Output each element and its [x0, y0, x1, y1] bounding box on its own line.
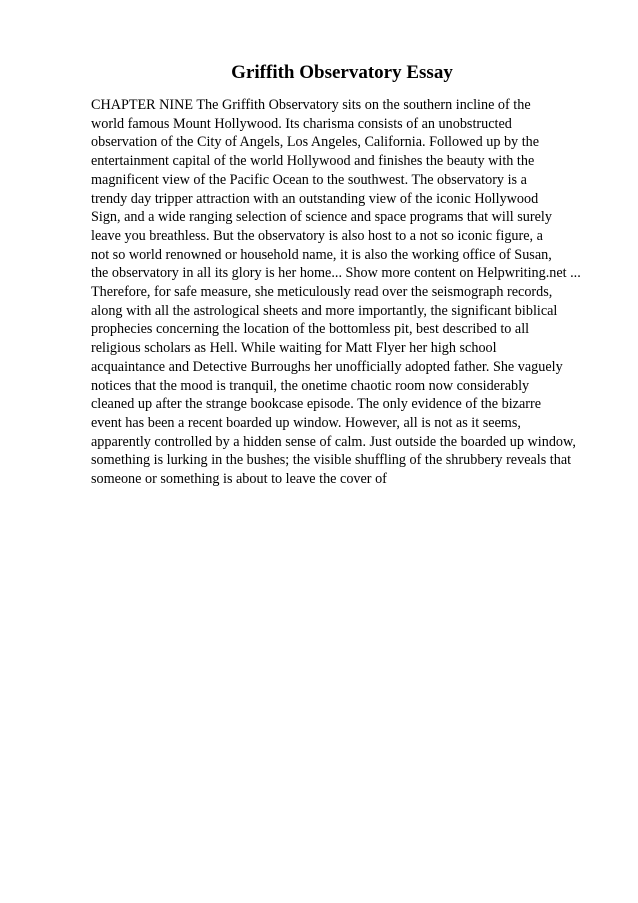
- body-line: CHAPTER NINE The Griffith Observatory sits on the southern incline of the: [91, 97, 531, 113]
- body-line: notices that the mood is tranquil, the onetime chaotic room now considerably: [91, 377, 530, 394]
- body-line: someone or something is about to leave the cover of: [91, 471, 387, 488]
- body-line: magnificent view of the Pacific Ocean to the southwest. The observatory is a: [91, 171, 527, 188]
- body-line: not so world renowned or household name, it is also the working office of Susan,: [91, 246, 552, 263]
- body-line: acquaintance and Detective Burroughs her unofficially adopted father. She vaguely: [91, 358, 563, 375]
- body-line: observation of the City of Angels, Los Angeles, California. Followed up by the: [91, 134, 540, 151]
- body-line: leave you breathless. But the observatory is also host to a not so iconic figure, a: [91, 227, 543, 244]
- body-line: Sign, and a wide ranging selection of science and space programs that will surely: [91, 209, 552, 226]
- body-line: apparently controlled by a hidden sense of calm. Just outside the boarded up window,: [91, 433, 576, 450]
- body-line: world famous Mount Hollywood. Its charisma consists of an unobstructed: [91, 115, 512, 132]
- body-line: the observatory in all its glory is her home... Show more content on Helpwriting.net ...: [91, 265, 581, 282]
- document-title: Griffith Observatory Essay: [231, 62, 453, 83]
- body-line: prophecies concerning the location of the bottomless pit, best described to all: [91, 321, 530, 338]
- essay-body: [91, 96, 601, 489]
- body-line: trendy day tripper attraction with an outstanding view of the iconic Hollywood: [91, 190, 539, 207]
- body-line: religious scholars as Hell. While waiting for Matt Flyer her high school: [91, 340, 497, 357]
- body-line: something is lurking in the bushes; the visible shuffling of the shrubbery reveals that: [91, 452, 572, 469]
- body-line: cleaned up after the strange bookcase episode. The only evidence of the bizarre: [91, 396, 541, 413]
- body-line: along with all the astrological sheets and more importantly, the significant biblical: [91, 302, 558, 319]
- body-line: event has been a recent boarded up window. However, all is not as it seems,: [91, 414, 521, 431]
- body-line: Therefore, for safe measure, she meticulously read over the seismograph records,: [91, 284, 553, 301]
- body-line: entertainment capital of the world Hollywood and finishes the beauty with the: [91, 153, 535, 170]
